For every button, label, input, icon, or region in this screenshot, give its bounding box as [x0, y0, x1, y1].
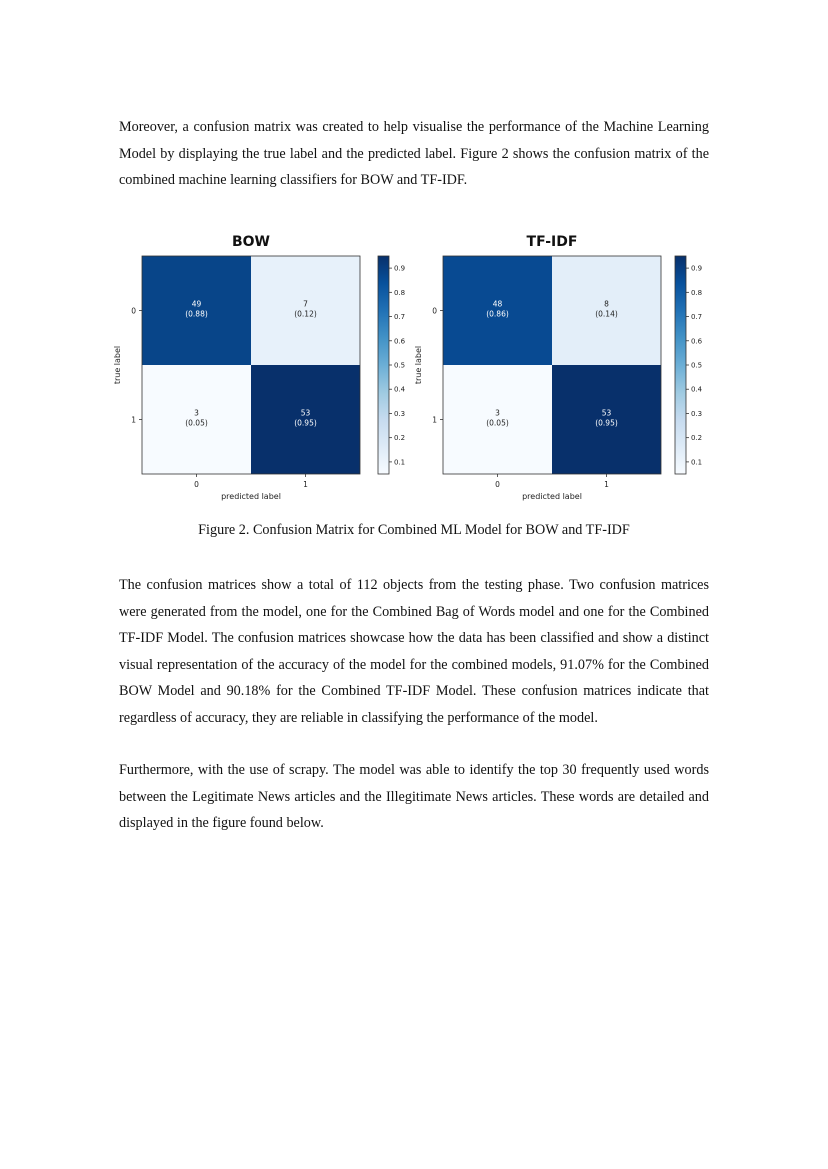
cell-count-label: 53 — [300, 408, 311, 418]
confusion-matrix-1 — [414, 234, 703, 501]
y-tick-label: 0 — [432, 306, 437, 316]
colorbar-tick-label: 0.7 — [691, 313, 703, 322]
confusion-matrix-0 — [113, 234, 406, 501]
x-tick-label: 1 — [604, 480, 609, 489]
figure-caption: Figure 2. Confusion Matrix for Combined ML Model for BOW and TF-IDF — [198, 522, 630, 538]
colorbar-tick-label: 0.8 — [394, 288, 406, 297]
cell-count-label: 8 — [604, 299, 609, 309]
cell-count-label: 48 — [492, 299, 503, 309]
intro-paragraph: Moreover, a confusion matrix was created to help visualise the performance of the Machine Learning Model by displaying the true label and the predicted label. Figure 2 shows the confusion matrix of the combined machine learning classifiers for BOW and TF-IDF. — [119, 119, 709, 189]
cell-ratio-label: (0.05) — [185, 418, 208, 428]
cell-ratio-label: (0.14) — [595, 309, 618, 319]
colorbar-tick-label: 0.4 — [394, 385, 406, 394]
colorbar-tick-label: 0.3 — [394, 409, 406, 418]
cell-ratio-label: (0.95) — [595, 418, 618, 428]
colorbar-tick-label: 0.6 — [394, 337, 406, 346]
cell-ratio-label: (0.05) — [486, 418, 509, 428]
colorbar-tick-label: 0.6 — [691, 337, 703, 346]
y-tick-label: 0 — [131, 306, 136, 316]
confusion-matrix-svg — [110, 222, 710, 512]
colorbar-tick-label: 0.5 — [691, 361, 703, 370]
colorbar — [378, 256, 389, 474]
colorbar-tick-label: 0.1 — [691, 458, 703, 467]
matrix-title: BOW — [231, 234, 271, 250]
cell-count-label: 3 — [495, 408, 500, 418]
colorbar-tick-label: 0.1 — [394, 458, 406, 467]
colorbar-tick-label: 0.8 — [691, 288, 703, 297]
colorbar-tick-label: 0.9 — [394, 264, 406, 273]
cell-count-label: 7 — [303, 299, 308, 309]
x-axis-label: predicted label — [522, 492, 582, 501]
cell-count-label: 3 — [194, 408, 199, 418]
cell-ratio-label: (0.12) — [294, 309, 317, 319]
cell-ratio-label: (0.95) — [294, 418, 317, 428]
colorbar-tick-label: 0.9 — [691, 264, 703, 273]
colorbar — [675, 256, 686, 474]
y-axis-label: true label — [414, 345, 423, 385]
y-axis-label: true label — [113, 345, 122, 385]
y-tick-label: 1 — [131, 415, 136, 425]
x-tick-label: 1 — [303, 480, 308, 489]
colorbar-tick-label: 0.5 — [394, 361, 406, 370]
cell-count-label: 49 — [191, 299, 202, 309]
cell-count-label: 53 — [601, 408, 612, 418]
x-axis-label: predicted label — [221, 492, 281, 501]
colorbar-tick-label: 0.4 — [691, 385, 703, 394]
confusion-matrix-figure — [110, 222, 710, 517]
cell-ratio-label: (0.86) — [486, 309, 509, 319]
colorbar-tick-label: 0.3 — [691, 409, 703, 418]
colorbar-tick-label: 0.2 — [691, 434, 703, 443]
y-tick-label: 1 — [432, 415, 437, 425]
matrix-title: TF-IDF — [526, 234, 578, 250]
colorbar-tick-label: 0.2 — [394, 434, 406, 443]
cell-ratio-label: (0.88) — [185, 309, 208, 319]
colorbar-tick-label: 0.7 — [394, 313, 406, 322]
scrapy-paragraph: Furthermore, with the use of scrapy. The model was able to identify the top 30 frequently used words between the Legitimate News articles and the Illegitimate News articles. These words are detailed and displayed in the figure found below. — [119, 762, 709, 832]
x-tick-label: 0 — [495, 480, 500, 489]
x-tick-label: 0 — [194, 480, 199, 489]
results-paragraph: The confusion matrices show a total of 112 objects from the testing phase. Two confusion matrices were generated from the model, one for the Combined Bag of Words model and one for the Combined TF-IDF Model. The confusion matrices showcase how the data has been classified and show a distinct visual representation of the accuracy of the model for the combined models, 91.07% for the Combined BOW Model and 90.18% for the Combined TF-IDF Model. These confusion matrices indicate that regardless of accuracy, they are reliable in classifying the performance of the model. — [119, 577, 709, 726]
